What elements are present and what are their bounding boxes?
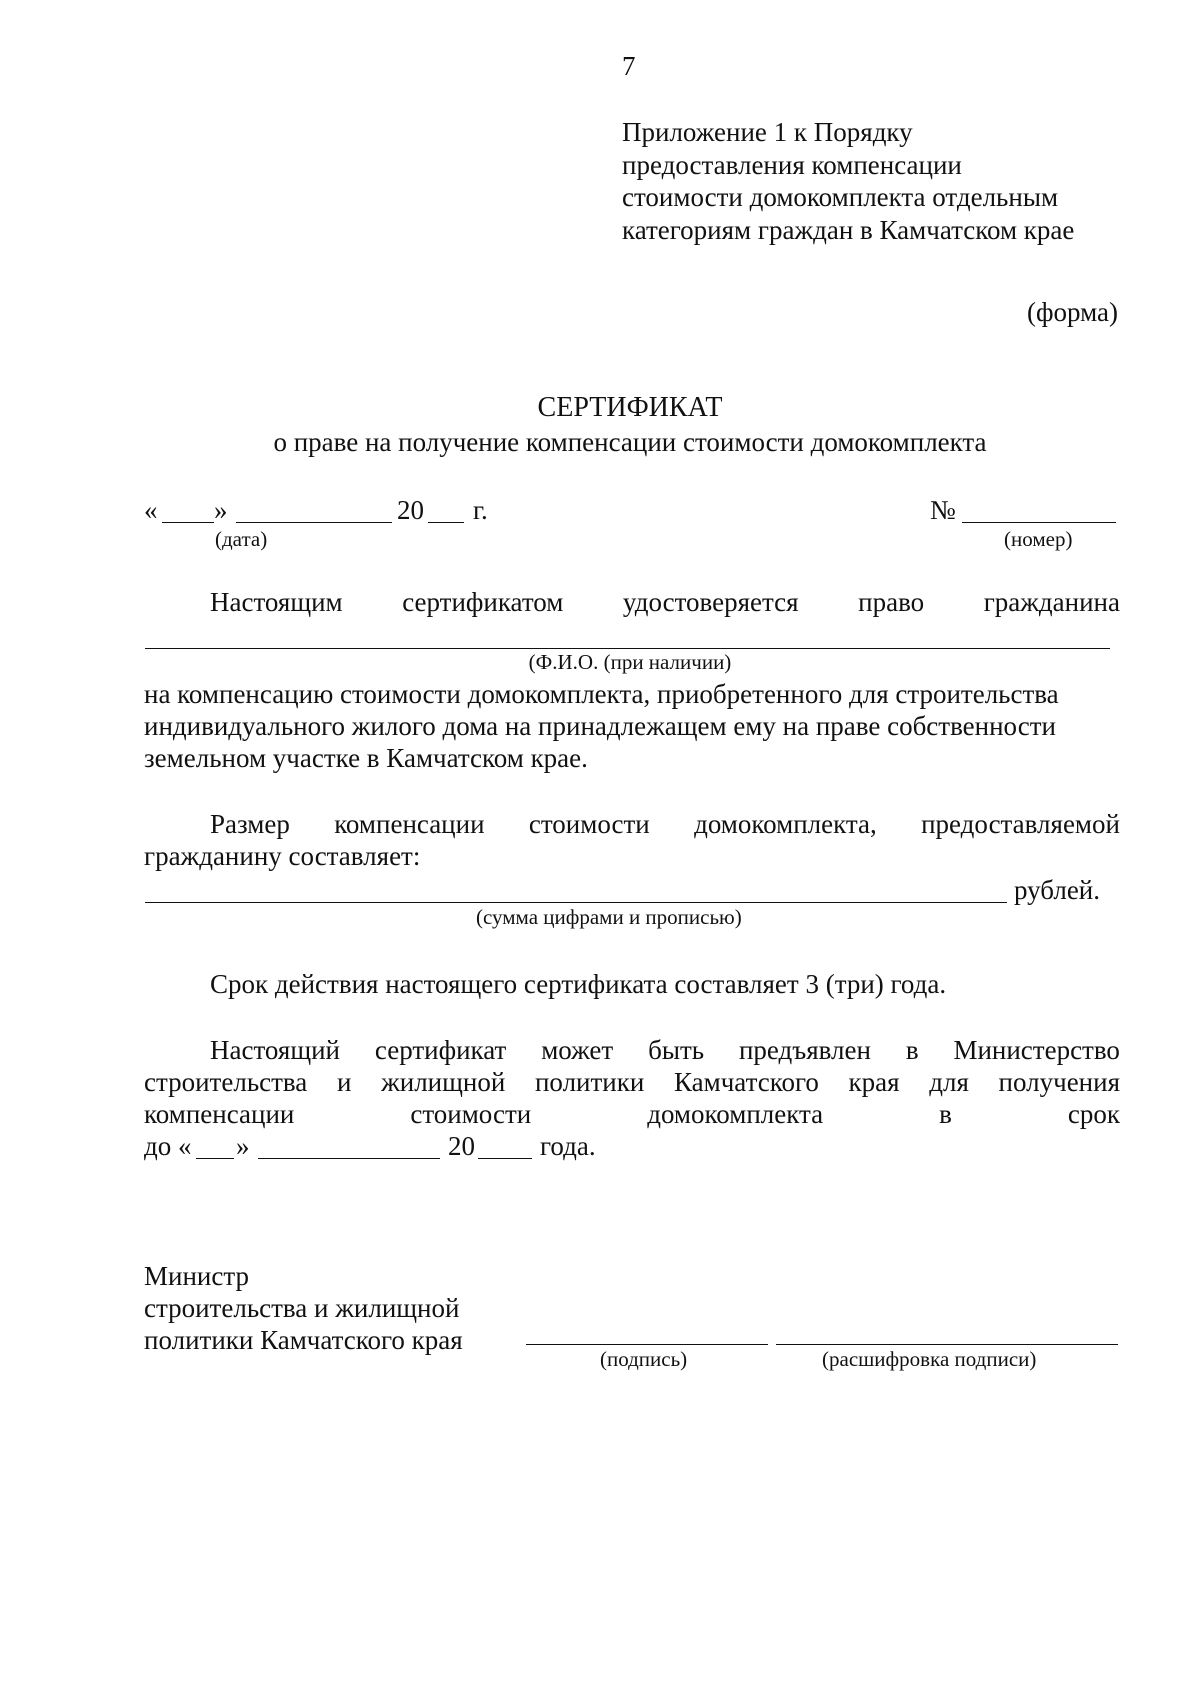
until-day-blank-line [196,1158,234,1159]
until-year-blank-line [478,1158,532,1159]
until-year-suffix: года. [540,1131,596,1161]
signature-decode-caption: (расшифровка подписи) [822,1347,1037,1371]
year-suffix: г. [473,495,488,525]
p1-body [144,678,1059,774]
word: стоимости [528,809,650,839]
number-sign: № [930,495,956,525]
word: домокомплекта, [694,809,877,839]
number-caption: (номер) [1004,527,1073,551]
validity-period: Срок действия настоящего сертификата составляет 3 (три) года. [210,969,947,999]
word: Размер [210,809,290,839]
word: сертификат [374,1035,507,1065]
full-name-caption: (Ф.И.О. (при наличии) [528,650,732,674]
text-line: Министр [144,1261,249,1291]
date-close-quote: » [214,495,228,525]
until-month-blank-line [258,1158,440,1159]
text-line: строительства и жилищной [144,1293,460,1323]
appendix-reference [622,116,1074,246]
word: гражданина [983,587,1120,617]
signature-caption: (подпись) [600,1347,688,1371]
sum-blank-line [145,902,1007,903]
p2-first-line [210,808,1120,840]
appendix-line: категориям граждан в Камчатском крае [622,214,1075,245]
word: строительства [144,1067,308,1097]
appendix-line: Приложение 1 к Порядку [622,117,913,147]
word: для [929,1067,969,1097]
year-blank-line [428,522,464,523]
word: срок [1067,1099,1120,1129]
word: получения [998,1067,1120,1097]
word: компенсации [144,1099,295,1129]
form-label: (форма) [1027,297,1118,327]
full-name-blank-line [145,648,1110,649]
month-blank-line [236,522,392,523]
date-caption: (дата) [215,527,268,551]
until-close-quote: » [236,1131,250,1161]
until-prefix: до « [144,1131,192,1161]
word: Министерство [953,1035,1120,1065]
text-line: на компенсацию стоимости домокомплекта, приобретенного для строительства [144,679,1059,709]
word: удостоверяется [622,587,799,617]
word: Настоящий [210,1035,341,1065]
word: стоимости [410,1099,532,1129]
currency-label: рублей. [1014,875,1101,905]
p1-first-line [210,586,1120,618]
until-year-prefix: 20 [448,1131,475,1161]
p4-line-3 [144,1098,1120,1130]
word: предъявлен [738,1035,871,1065]
word: право [858,587,925,617]
text-line: политики Камчатского края [144,1325,463,1355]
page-number: 7 [622,51,636,81]
word: компенсации [334,809,485,839]
signature-blank-line [526,1344,768,1345]
signatory-title [144,1260,463,1356]
word: и [336,1067,352,1097]
text-line: индивидуального жилого дома на принадлежащем ему на праве собственности [144,711,1056,741]
word: в [939,1099,952,1129]
word: политики [534,1067,645,1097]
day-blank-line [162,522,214,523]
year-prefix: 20 [397,495,424,525]
word: Настоящим [210,587,343,617]
word: жилищной [381,1067,506,1097]
word: предоставляемой [921,809,1120,839]
word: домокомплекта [647,1099,824,1129]
text-line: земельном участке в Камчатском крае. [144,743,588,773]
word: в [905,1035,919,1065]
p2-second-line: гражданину составляет: [144,841,421,871]
sum-caption: (сумма цифрами и прописью) [476,905,742,929]
word: Камчатского [674,1067,819,1097]
word: может [541,1035,614,1065]
appendix-line: предоставления компенсации [622,149,962,180]
word: края [848,1067,900,1097]
number-blank-line [962,522,1116,523]
appendix-line: стоимости домокомплекта отдельным [622,182,1059,212]
document-title: СЕРТИФИКАТ [537,392,723,423]
p4-line-1 [210,1034,1120,1066]
document-subtitle: о праве на получение компенсации стоимости домокомплекта [273,427,987,457]
p4-line-2 [144,1066,1120,1098]
signature-decode-blank-line [776,1344,1118,1345]
date-open-quote: « [144,495,158,525]
word: сертификатом [402,587,564,617]
word: быть [648,1035,705,1065]
